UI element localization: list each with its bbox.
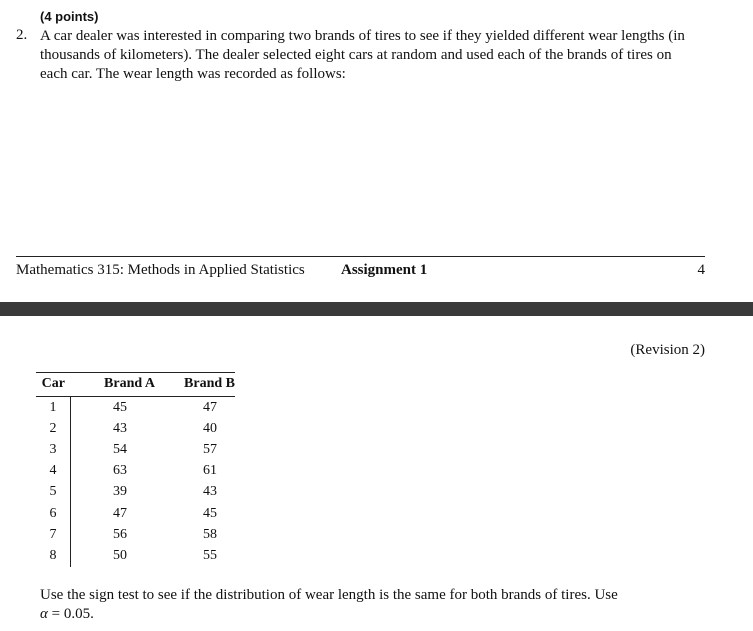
header-brand-b: Brand B <box>155 373 235 397</box>
assignment-title: Assignment 1 <box>341 262 428 278</box>
cell-brand-b: 58 <box>203 526 217 542</box>
course-title: Mathematics 315: Methods in Applied Statistics <box>16 262 305 278</box>
table-row <box>36 545 235 566</box>
table-header-row <box>36 373 235 397</box>
table-row <box>36 418 235 439</box>
revision-label: (Revision 2) <box>630 342 705 358</box>
cell-car: 6 <box>36 503 71 524</box>
cell-brand-b: 57 <box>203 441 217 457</box>
instruction-text <box>40 586 700 624</box>
cell-car: 4 <box>36 461 71 482</box>
cell-brand-a: 50 <box>113 547 127 563</box>
cell-brand-a: 43 <box>113 420 127 436</box>
cell-brand-b: 43 <box>203 484 217 500</box>
page-break-bar <box>0 302 753 316</box>
instruction-body: Use the sign test to see if the distribution of wear length is the same for both brands of tires. Use <box>40 587 618 603</box>
page-number: 4 <box>697 262 705 278</box>
cell-brand-b: 61 <box>203 463 217 479</box>
table-row <box>36 524 235 545</box>
header-car: Car <box>36 373 71 397</box>
cell-brand-b: 40 <box>203 420 217 436</box>
wear-length-table <box>36 372 235 567</box>
cell-car: 8 <box>36 545 71 566</box>
table-row <box>36 439 235 460</box>
header-brand-a: Brand A <box>71 373 156 397</box>
header-rule <box>16 256 705 257</box>
cell-brand-b: 55 <box>203 547 217 563</box>
cell-brand-a: 39 <box>113 484 127 500</box>
table-row <box>36 503 235 524</box>
cell-brand-a: 54 <box>113 441 127 457</box>
question-text: A car dealer was interested in comparing two brands of tires to see if they yielded different wear lengths (in thousands of kilometers). The dealer selected eight cars at random and used each of the brands of tires on each car. The wear length was recorded as follows: <box>40 28 685 82</box>
cell-brand-a: 45 <box>113 399 127 415</box>
cell-brand-a: 56 <box>113 526 127 542</box>
cell-car: 2 <box>36 418 71 439</box>
points-label: (4 points) <box>40 9 99 24</box>
alpha-symbol: α <box>40 606 48 622</box>
cell-car: 5 <box>36 482 71 503</box>
cell-car: 3 <box>36 439 71 460</box>
table-row <box>36 482 235 503</box>
table-row <box>36 461 235 482</box>
cell-car: 7 <box>36 524 71 545</box>
question-number: 2. <box>16 27 28 43</box>
cell-brand-a: 47 <box>113 505 127 521</box>
table-row <box>36 397 235 419</box>
cell-brand-b: 45 <box>203 505 217 521</box>
cell-car: 1 <box>36 397 71 419</box>
cell-brand-a: 63 <box>113 463 127 479</box>
alpha-value: = 0.05. <box>47 606 94 622</box>
cell-brand-b: 47 <box>203 399 217 415</box>
